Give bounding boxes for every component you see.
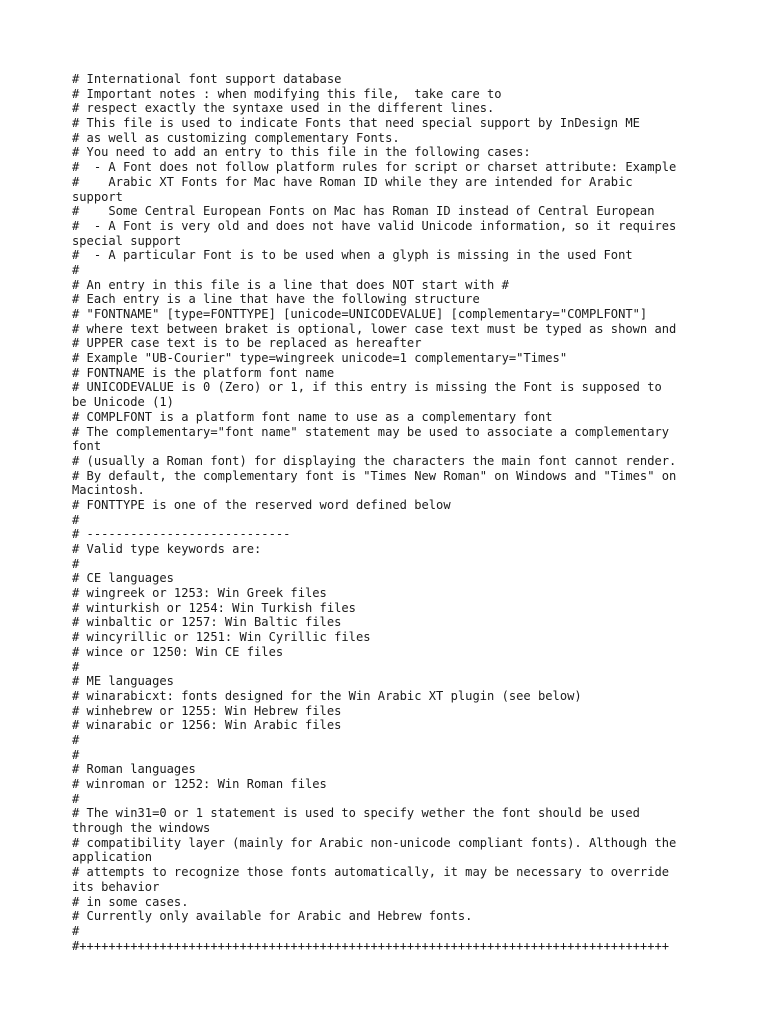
text-line: # Important notes : when modifying this file, take care to [72, 86, 502, 101]
text-line: # [72, 262, 80, 277]
text-line: Macintosh. [72, 483, 145, 498]
text-line: # ---------------------------- [72, 527, 291, 542]
text-line: # [72, 747, 80, 762]
text-line: # International font support database [72, 72, 342, 86]
text-line: font [72, 439, 102, 454]
text-line: # (usually a Roman font) for displaying the characters the main font cannot render. [72, 453, 677, 468]
text-line: # The win31=0 or 1 statement is used to specify wether the font should be used [72, 806, 640, 821]
text-line: # ME languages [72, 674, 174, 689]
text-line: support [72, 189, 123, 204]
text-line: # FONTNAME is the platform font name [72, 365, 335, 380]
text-line: # "FONTNAME" [type=FONTTYPE] [unicode=UNICODEVALUE] [complementary="COMPLFONT"] [72, 307, 648, 321]
text-line: # - A particular Font is to be used when a glyph is missing in the used Font [72, 248, 633, 263]
text-line: # FONTTYPE is one of the reserved word defined below [72, 497, 451, 512]
text-line: # winhebrew or 1255: Win Hebrew files [72, 703, 342, 718]
text-line: # wingreek or 1253: Win Greek files [72, 586, 327, 601]
text-line: # Roman languages [72, 762, 196, 777]
text-line: # as well as customizing complementary Fonts. [72, 130, 400, 145]
text-line: # Valid type keywords are: [72, 542, 262, 556]
document-page [72, 72, 708, 953]
text-line: # - A Font is very old and does not have valid Unicode information, so it requires [72, 218, 677, 233]
text-line: # - A Font does not follow platform rules for script or charset attribute: Example [72, 160, 677, 175]
text-line: be Unicode (1) [72, 395, 174, 410]
text-line: # winarabicxt: fonts designed for the Win Arabic XT plugin (see below) [72, 688, 582, 703]
text-line: # CE languages [72, 571, 174, 586]
text-line: # Some Central European Fonts on Mac has Roman ID instead of Central European [72, 204, 655, 219]
text-line: through the windows [72, 821, 211, 836]
text-line: # [72, 732, 80, 747]
text-line: # [72, 659, 80, 674]
text-line: special support [72, 233, 182, 248]
text-line: # winroman or 1252: Win Roman files [72, 777, 327, 791]
text-line: # Each entry is a line that have the following structure [72, 292, 480, 307]
text-line: # By default, the complementary font is "Times New Roman" on Windows and "Times" on [72, 468, 677, 483]
text-line: #+++++++++++++++++++++++++++++++++++++++++++++++++++++++++++++++++++++++++++++++++ [72, 938, 670, 953]
text-line: # wince or 1250: Win CE files [72, 644, 284, 659]
text-line: # where text between braket is optional, lower case text must be typed as shown and [72, 321, 677, 336]
text-line: # attempts to recognize those fonts automatically, it may be necessary to override [72, 865, 670, 880]
text-line: its behavior [72, 879, 160, 894]
text-line: # compatibility layer (mainly for Arabic non-unicode compliant fonts). Although the [72, 835, 677, 850]
text-line: # Currently only available for Arabic and Hebrew fonts. [72, 909, 473, 924]
text-line: # Example "UB-Courier" type=wingreek unicode=1 complementary="Times" [72, 351, 568, 366]
text-line: # winbaltic or 1257: Win Baltic files [72, 615, 342, 630]
text-line: # COMPLFONT is a platform font name to use as a complementary font [72, 409, 553, 424]
text-line: # in some cases. [72, 894, 189, 909]
text-line: # An entry in this file is a line that does NOT start with # [72, 277, 509, 292]
text-line: # [72, 791, 80, 806]
text-line: # respect exactly the syntaxe used in the different lines. [72, 101, 495, 116]
text-line: # [72, 923, 80, 938]
text-line: # wincyrillic or 1251: Win Cyrillic files [72, 630, 371, 645]
text-line: # The complementary="font name" statement may be used to associate a complementary [72, 424, 670, 439]
text-line: # This file is used to indicate Fonts that need special support by InDesign ME [72, 116, 640, 131]
text-line: application [72, 850, 153, 865]
text-line: # [72, 512, 80, 527]
text-line: # You need to add an entry to this file in the following cases: [72, 145, 531, 160]
text-line: # winarabic or 1256: Win Arabic files [72, 718, 342, 733]
text-line: # winturkish or 1254: Win Turkish files [72, 600, 356, 615]
text-line: # Arabic XT Fonts for Mac have Roman ID while they are intended for Arabic [72, 174, 633, 189]
text-line: # UPPER case text is to be replaced as hereafter [72, 336, 422, 351]
text-line: # UNICODEVALUE is 0 (Zero) or 1, if this entry is missing the Font is supposed to [72, 380, 662, 395]
text-line: # [72, 556, 80, 571]
